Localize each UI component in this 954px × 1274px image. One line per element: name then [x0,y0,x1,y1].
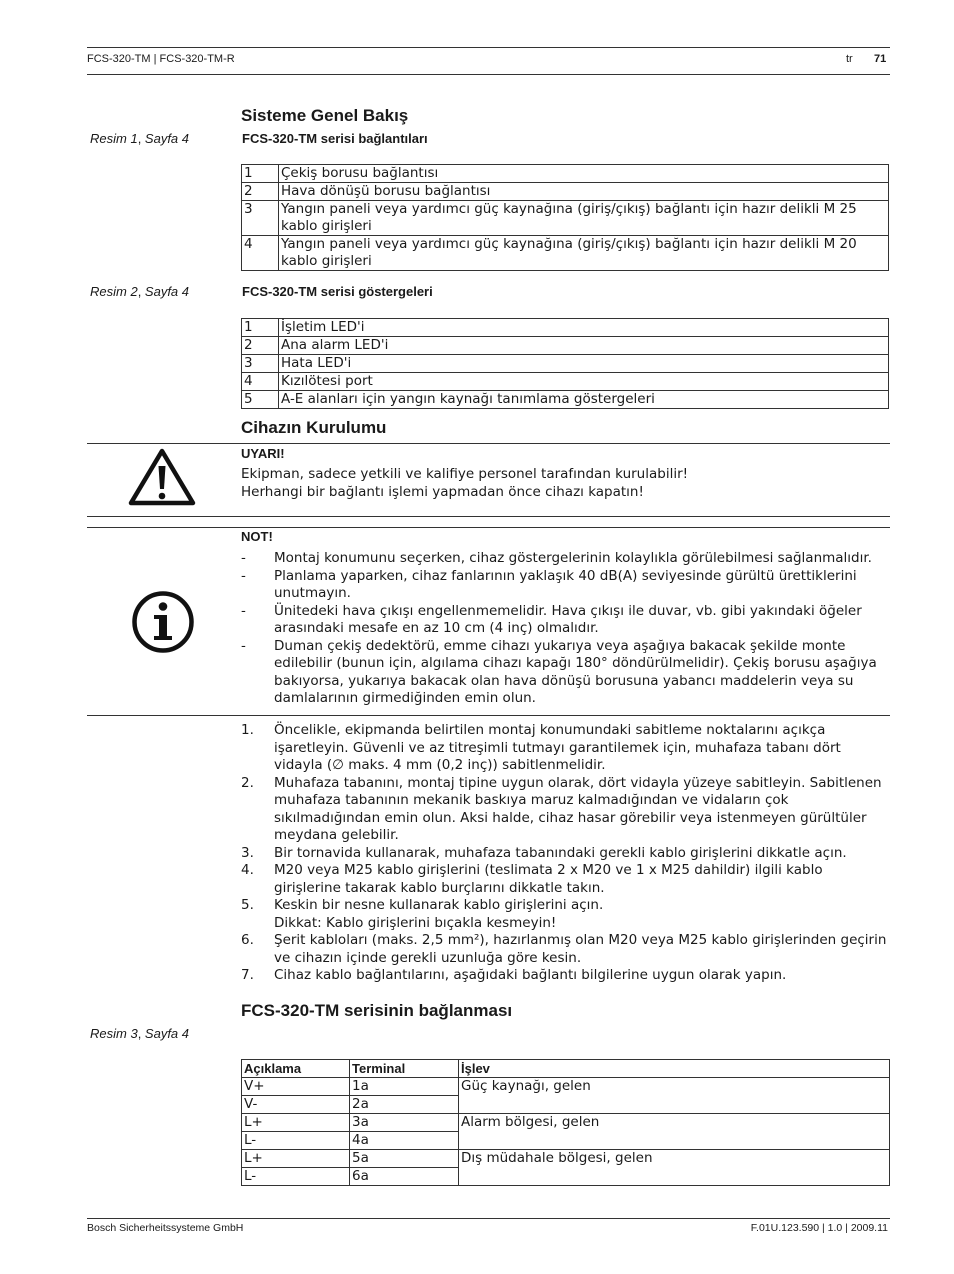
note-label: NOT! [241,529,273,544]
row-text: Çekiş borusu bağlantısı [279,165,889,183]
row-number: 3 [242,201,279,236]
list-item-text: Duman çekiş dedektörü, emme cihazı yukarıya veya aşağıya bakacak şekilde monte edilebilir (bunun için, algılama cihazı kapağı 180° döndürülmelidir). Çekiş borusu aşağıya bakıyorsa, yukarıya bakacak olan hava dönüşü borusuna yabancı maddelerin veya su damlalarının girmediğinden emin olun. [274,637,877,706]
table-row [242,1078,890,1096]
cell-description: L- [242,1132,350,1150]
column-header-description: Açıklama [242,1060,350,1078]
terminal-table [241,1059,890,1186]
note-list [241,550,891,708]
cell-terminal: 3a [350,1114,459,1132]
cell-description: V- [242,1096,350,1114]
header-bottom-rule [87,74,890,75]
list-bullet: - [241,567,246,584]
step-item [241,722,891,775]
header-page-number: 71 [874,53,887,65]
row-text: Yangın paneli veya yardımcı güç kaynağına (giriş/çıkış) bağlantı için hazır delikli M 20 kablo girişleri [279,236,889,271]
table-row [242,337,889,355]
list-bullet: - [241,637,246,654]
step-text: M20 veya M25 kablo girişlerini (teslimata 2 x M20 ve 1 x M25 dahildir) ilgili kablo girişlerine takarak kablo burçlarını dikkatle takın. [274,862,823,896]
cell-terminal: 5a [350,1150,459,1168]
figure-ref-sep: , [137,284,145,299]
step-text: Bir tornavida kullanarak, muhafaza tabanındaki gerekli kablo girişlerini dikkatle açın. [274,844,847,861]
table-row [242,236,889,271]
list-item [241,603,891,638]
list-bullet: - [241,602,246,619]
list-item [241,568,891,603]
figure-ref-b: Sayfa 4 [144,1026,190,1041]
warning-line: Herhangi bir bağlantı işlemi yapmadan önce cihazı kapatın! [241,483,644,500]
warning-triangle-icon [127,446,197,508]
figure-ref-sep: , [137,131,145,146]
installation-steps [241,722,891,985]
table-row [242,1150,890,1168]
info-circle-icon [131,590,195,654]
figure-ref-a: Resim 2 [90,284,138,299]
row-text: Hava dönüşü borusu bağlantısı [279,183,889,201]
column-header-terminal: Terminal [350,1060,459,1078]
table-row [242,319,889,337]
list-item-text: Montaj konumunu seçerken, cihaz göstergelerinin kolaylıkla görülebilmesi sağlanmalıdır. [274,550,872,566]
cell-description: L+ [242,1114,350,1132]
cell-function: Alarm bölgesi, gelen [459,1114,890,1150]
cell-description: L+ [242,1150,350,1168]
step-item [241,775,891,845]
list-item-text: Ünitedeki hava çıkışı engellenmemelidir. Hava çıkışı ile duvar, vb. gibi yakındaki öğeler arasındaki mesafe en az 10 cm (4 inç) olmalıdır. [274,602,862,636]
row-number: 1 [242,165,279,183]
cell-terminal: 4a [350,1132,459,1150]
list-item [241,638,891,708]
section-title-overview: Sisteme Genel Bakış [241,106,409,125]
figure-ref-b: Sayfa 4 [144,284,190,299]
step-text: Cihaz kablo bağlantılarını, aşağıdaki bağlantı bilgilerine uygun olarak yapın. [274,967,787,983]
row-number: 2 [242,337,279,355]
figure-ref-a: Resim 1 [90,131,138,146]
row-text: Yangın paneli veya yardımcı güç kaynağına (giriş/çıkış) bağlantı için hazır delikli M 25 kablo girişleri [279,201,889,236]
header-product: FCS-320-TM | FCS-320-TM-R [87,53,235,65]
row-number: 1 [242,319,279,337]
header-top-rule [87,47,890,48]
row-text: İşletim LED'i [279,319,889,337]
figure-ref-a: Resim 3 [90,1026,138,1041]
cell-description: L- [242,1168,350,1186]
step-item [241,932,891,967]
step-number: 2. [241,774,254,791]
cell-description: V+ [242,1078,350,1096]
warning-label: UYARI! [241,446,285,461]
list-item-text: Planlama yaparken, cihaz fanlarının yaklaşık 40 dB(A) seviyesinde gürültü ürettiklerini unutmayın. [274,567,857,601]
row-number: 3 [242,355,279,373]
cell-function: Dış müdahale bölgesi, gelen [459,1150,890,1186]
list-bullet: - [241,550,246,566]
row-text: Ana alarm LED'i [279,337,889,355]
footer-company: Bosch Sicherheitssysteme GmbH [87,1222,244,1234]
step-number: 1. [241,722,254,738]
table-header-row [242,1060,890,1078]
connections-table [241,164,889,271]
figure-reference-1[interactable] [90,131,189,146]
step-text: Şerit kabloları (maks. 2,5 mm²), hazırlanmış olan M20 veya M25 kablo girişlerinden geçirin ve cihazın içinde gerekli uzunluğa göre kesin. [274,932,887,966]
step-number: 4. [241,862,254,878]
row-number: 5 [242,391,279,409]
caption-indicators: FCS-320-TM serisi göstergeleri [242,284,433,299]
figure-ref-sep: , [137,1026,145,1041]
header-lang: tr [846,53,853,65]
step-item [241,967,891,985]
step-text: Muhafaza tabanını, montaj tipine uygun olarak, dört vidayla yüzeye sabitleyin. Sabitlenen muhafaza tabanının mekanik baskıya maruz kalmadığından ve vidaların çok sıkılmadığından emin olun. Aksi halde, cihaz hasar görebilir veya istenmeyen gürültüler meydana gelebilir. [274,774,882,843]
table-row [242,1114,890,1132]
table-row [242,201,889,236]
table-row [242,391,889,409]
step-caution-text: Dikkat: Kablo girişlerini bıçakla kesmeyin! [274,914,557,931]
step-text: Öncelikle, ekipmanda belirtilen montaj konumundaki sabitleme noktalarını açıkça işaretleyin. Güvenli ve az titreşimli tutmayı garantilemek için, muhafaza tabanı dört vidayla (∅ maks. 4 mm (0,2 inç)) sabitlenmelidir. [274,722,841,773]
footer-document-reference: F.01U.123.590 | 1.0 | 2009.11 [750,1222,888,1234]
step-item [241,845,891,863]
step-number: 7. [241,967,254,983]
cell-terminal: 1a [350,1078,459,1096]
footer-rule [87,1218,890,1219]
row-number: 2 [242,183,279,201]
figure-reference-2[interactable] [90,284,189,299]
table-row [242,183,889,201]
note-bottom-rule [87,715,890,716]
step-number: 6. [241,932,254,948]
step-item [241,862,891,897]
row-text: A-E alanları için yangın kaynağı tanımlama göstergeleri [279,391,889,409]
warning-text [241,466,889,501]
step-number: 3. [241,844,254,861]
column-header-function: İşlev [459,1060,890,1078]
row-text: Kızılötesi port [279,373,889,391]
row-number: 4 [242,373,279,391]
caption-connections: FCS-320-TM serisi bağlantıları [242,131,428,146]
table-row [242,165,889,183]
warning-top-rule [87,443,890,444]
list-item [241,550,891,568]
figure-ref-b: Sayfa 4 [144,131,190,146]
section-title-installation: Cihazın Kurulumu [241,418,387,437]
table-row [242,373,889,391]
cell-terminal: 2a [350,1096,459,1114]
note-top-rule [87,527,890,528]
row-text: Hata LED'i [279,355,889,373]
step-number: 5. [241,897,254,913]
cell-terminal: 6a [350,1168,459,1186]
cell-function: Güç kaynağı, gelen [459,1078,890,1114]
warning-bottom-rule [87,516,890,517]
indicators-table [241,318,889,409]
step-text: Keskin bir nesne kullanarak kablo girişlerini açın. [274,897,604,913]
figure-reference-3[interactable] [90,1026,189,1041]
step-item [241,897,891,932]
warning-line: Ekipman, sadece yetkili ve kalifiye personel tarafından kurulabilir! [241,466,689,482]
section-title-wiring: FCS-320-TM serisinin bağlanması [241,1001,513,1020]
table-row [242,355,889,373]
row-number: 4 [242,236,279,271]
